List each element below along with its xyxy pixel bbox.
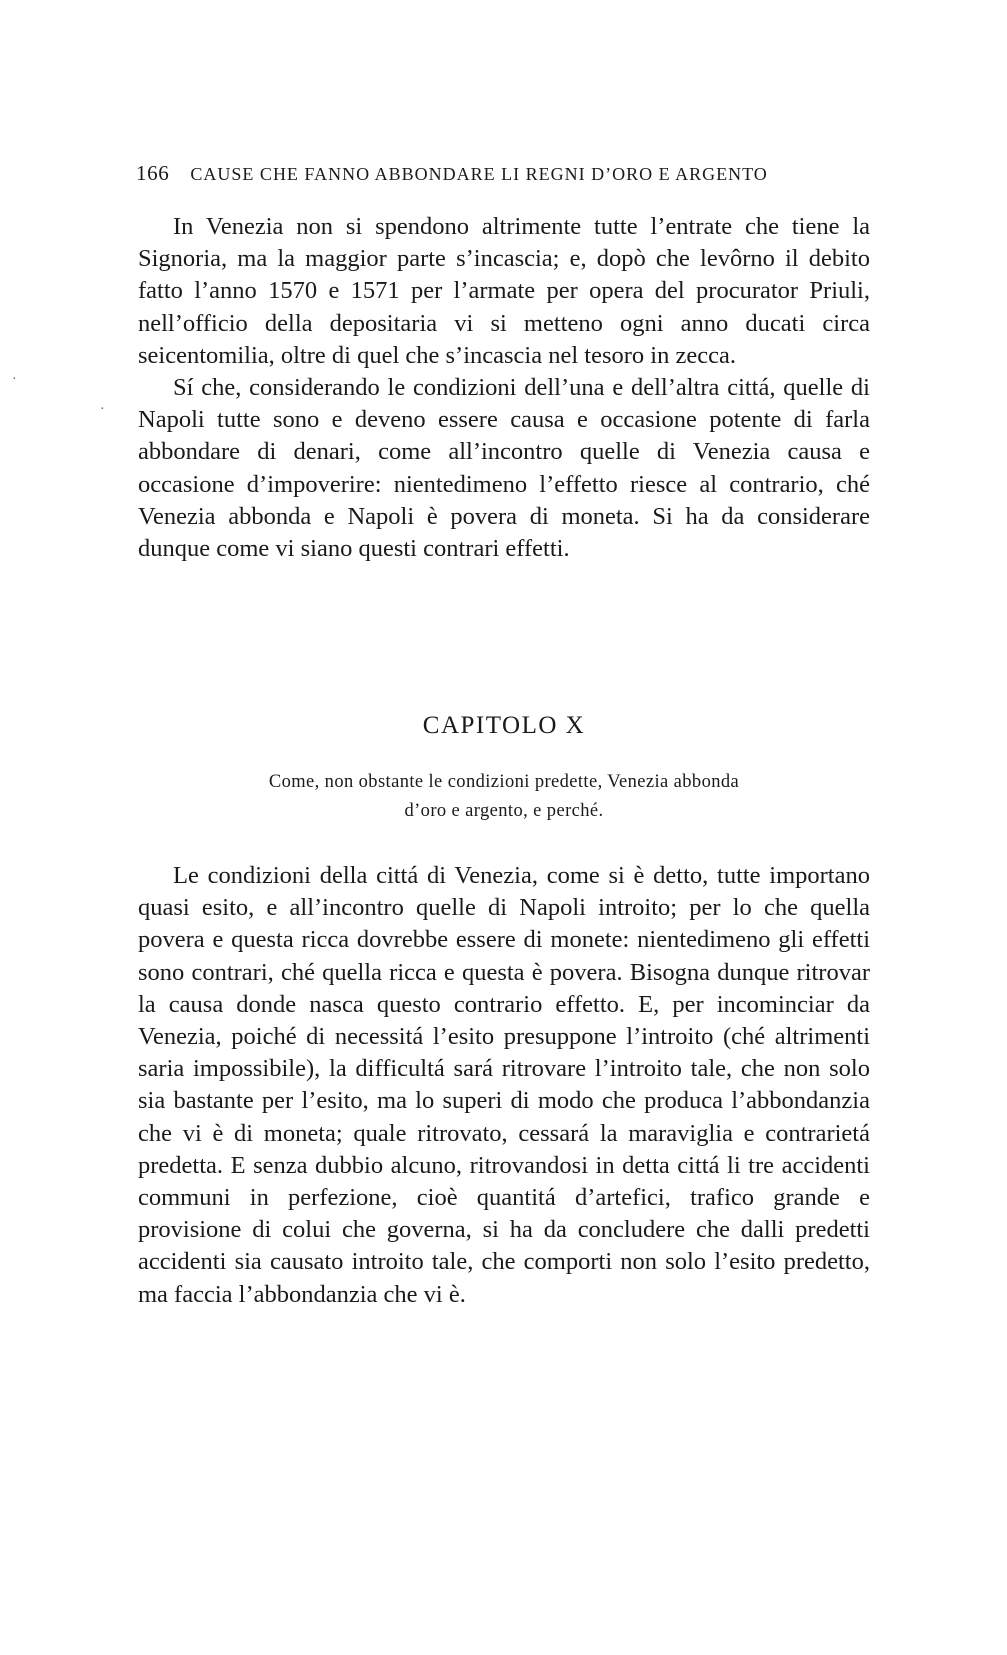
paragraph: Le condizioni della cittá di Venezia, come si è detto, tutte importano quasi esito, e all’incontro quelle di Napoli introito; per lo che quella povera e questa ricca dovrebbe essere di monete: nientedimeno gli effetti sono contrari, ché quella ricca e questa è povera. Bisogna dunque ritrovar la causa donde nasca questo contrario effetto. E, per incominciar da Venezia, poiché di necessitá l’esito presuppone l’introito (ché altrimenti saria impossibile), la difficultá sará ritrovare l’introito tale, che non solo sia bastante per l’esito, ma lo superi di modo che produca l’abbondanzia che vi è di moneta; quale ritrovato, cessará la maraviglia e contrarietá predetta. E senza dubbio alcuno, ritrovandosi in detta cittá li tre accidenti communi in perfezione, cioè quantitá d’artefici, trafico grande e provisione di colui che governa, si ha da concludere che dalli predetti accidenti sia causato introito tale, che comporti non solo l’esito predetto, ma faccia l’abbondanzia che vi è. <box>138 862 870 1308</box>
paragraph: Sí che, considerando le condizioni dell’una e dell’altra cittá, quelle di Napoli tutte sono e deveno essere causa e occasione potente di farla abbondare di denari, come all’incontro quelle di Venezia causa e occasione d’impoverire: nientedimeno l’effetto riesce al contrario, ché Venezia abbonda e Napoli è povera di moneta. Si ha da considerare dunque come vi siano questi contrari effetti. <box>138 374 870 563</box>
running-head <box>136 161 836 186</box>
paragraph: In Venezia non si spendono altrimente tutte l’entrate che tiene la Signoria, ma la maggior parte s’incascia; e, dopò che levôrno il debito fatto l’anno 1570 e 1571 per l’armate per opera del procurator Priuli, nell’officio della depositaria vi si metteno ogni anno ducati circa seicentomilia, oltre di quel che s’incascia nel tesoro in zecca. <box>138 213 870 369</box>
chapter-title: CAPITOLO X <box>422 712 586 739</box>
page-number: 166 <box>136 161 170 185</box>
chapter-subtitle <box>190 768 818 826</box>
text-block-chapter-body <box>138 860 870 1311</box>
text-block-before-chapter <box>138 211 870 565</box>
chapter-subtitle-line: d’oro e argento, e perché. <box>404 801 604 821</box>
running-head-title: CAUSE CHE FANNO ABBONDARE LI REGNI D’ORO E ARGENTO <box>190 164 768 184</box>
chapter-subtitle-line: Come, non obstante le condizioni predette, Venezia abbonda <box>268 772 740 792</box>
scan-speck: · <box>12 372 17 387</box>
scan-speck: · <box>100 402 105 417</box>
